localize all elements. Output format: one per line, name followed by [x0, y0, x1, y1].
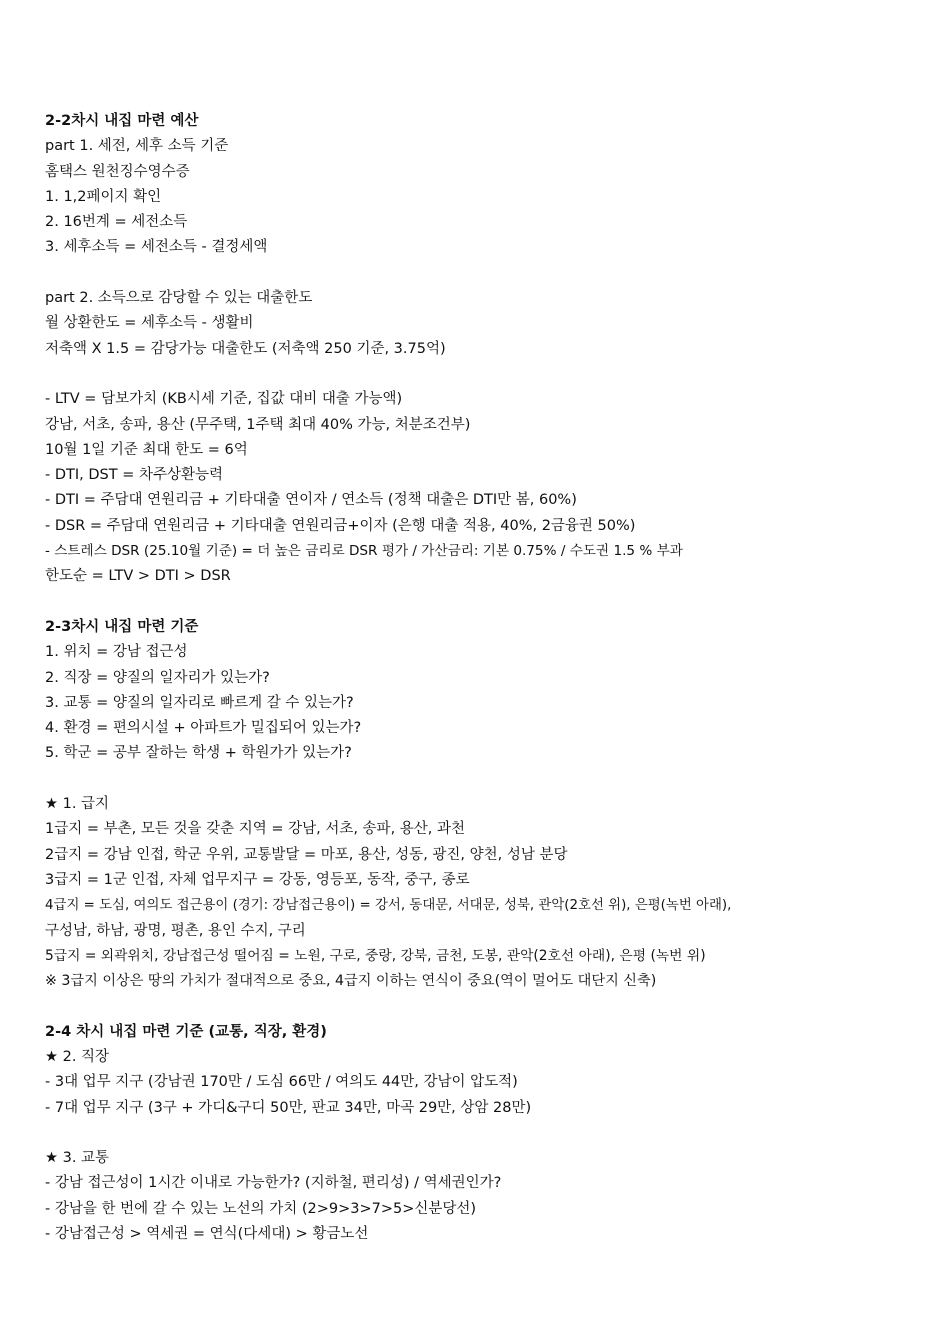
- section-heading-budget: 2-2차시 내집 마련 예산: [45, 113, 199, 129]
- text-line: - DTI = 주담대 연원리금 + 기타대출 연이자 / 연소득 (정책 대출은 DTI만 봄, 60%): [45, 492, 577, 509]
- text-line: ★ 1. 급지: [45, 796, 110, 813]
- text-line: 3. 세후소득 = 세전소득 - 결정세액: [45, 239, 268, 256]
- text-line: ★ 2. 직장: [45, 1048, 110, 1065]
- text-line: - 스트레스 DSR (25.10월 기준) = 더 높은 금리로 DSR 평가 / 가산금리: 기본 0.75% / 수도권 1.5 % 부과: [45, 543, 683, 560]
- text-line: - 7대 업무 지구 (3구 + 가디&구디 50만, 판교 34만, 마곡 29만, 상암 28만): [45, 1099, 532, 1116]
- text-line: 2급지 = 강남 인접, 학군 우위, 교통발달 = 마포, 용산, 성동, 광진, 양천, 성남 분당: [45, 846, 568, 863]
- text-line: part 1. 세전, 세후 소득 기준: [45, 138, 229, 155]
- section-heading-transport-job-env: 2-4 차시 내집 마련 기준 (교통, 직장, 환경): [45, 1023, 327, 1040]
- blank-line: [45, 590, 925, 615]
- text-line: ※ 3급지 이상은 땅의 가치가 절대적으로 중요, 4급지 이하는 연식이 중요(역이 멀어도 대단지 신축): [45, 973, 657, 990]
- blank-line: [45, 994, 925, 1019]
- blank-line: [45, 1121, 925, 1146]
- blank-line: [45, 261, 925, 286]
- text-line: 저축액 X 1.5 = 감당가능 대출한도 (저축액 250 기준, 3.75억): [45, 340, 446, 357]
- text-line: - 강남 접근성이 1시간 이내로 가능한가? (지하철, 편리성) / 역세권인가?: [45, 1175, 502, 1192]
- text-line: 4급지 = 도심, 여의도 접근용이 (경기: 강남접근용이) = 강서, 동대문, 서대문, 성북, 관악(2호선 위), 은평(녹번 아래),: [45, 898, 732, 914]
- text-line: - DSR = 주담대 연원리금 + 기타대출 연원리금+이자 (은행 대출 적용, 40%, 2금융권 50%): [45, 517, 636, 534]
- text-line: 구성남, 하남, 광명, 평촌, 용인 수지, 구리: [45, 922, 306, 939]
- blank-line: [45, 362, 925, 387]
- text-line: 4. 환경 = 편의시설 + 아파트가 밀집되어 있는가?: [45, 720, 362, 737]
- text-line: - LTV = 담보가치 (KB시세 기준, 집값 대비 대출 가능액): [45, 391, 403, 408]
- text-line: ★ 3. 교통: [45, 1150, 110, 1167]
- text-line: 10월 1일 기준 최대 한도 = 6억: [45, 441, 248, 458]
- text-line: 5. 학군 = 공부 잘하는 학생 + 학원가가 있는가?: [45, 745, 352, 762]
- document-page: [45, 109, 925, 1247]
- blank-line: [45, 767, 925, 792]
- text-line: 1급지 = 부촌, 모든 것을 갖춘 지역 = 강남, 서초, 송파, 용산, 과천: [45, 821, 466, 838]
- text-line: 강남, 서초, 송파, 용산 (무주택, 1주택 최대 40% 가능, 처분조건부): [45, 416, 471, 433]
- text-line: 5급지 = 외곽위치, 강남접근성 떨어짐 = 노원, 구로, 중랑, 강북, 금천, 도봉, 관악(2호선 아래), 은평 (녹번 위): [45, 947, 706, 964]
- text-line: 2. 직장 = 양질의 일자리가 있는가?: [45, 669, 270, 686]
- text-line: 3. 교통 = 양질의 일자리로 빠르게 갈 수 있는가?: [45, 694, 354, 711]
- text-line: - 강남을 한 번에 갈 수 있는 노선의 가치 (2>9>3>7>5>신분당선): [45, 1200, 477, 1217]
- text-line: part 2. 소득으로 감당할 수 있는 대출한도: [45, 290, 313, 307]
- text-line: 홈택스 원천징수영수증: [45, 163, 190, 180]
- text-line: 3급지 = 1군 인접, 자체 업무지구 = 강동, 영등포, 동작, 중구, 종로: [45, 871, 470, 888]
- text-line: 2. 16번계 = 세전소득: [45, 214, 188, 231]
- text-line: 월 상환한도 = 세후소득 - 생활비: [45, 315, 254, 332]
- text-line: 1. 1,2페이지 확인: [45, 188, 162, 205]
- section-heading-criteria: 2-3차시 내집 마련 기준: [45, 618, 199, 635]
- text-line: - 3대 업무 지구 (강남권 170만 / 도심 66만 / 여의도 44만, 강남이 압도적): [45, 1074, 518, 1091]
- text-line: - 강남접근성 > 역세권 = 연식(다세대) > 황금노선: [45, 1226, 369, 1243]
- text-line: - DTI, DST = 차주상환능력: [45, 467, 223, 484]
- text-line: 한도순 = LTV > DTI > DSR: [45, 568, 231, 585]
- text-line: 1. 위치 = 강남 접근성: [45, 644, 188, 661]
